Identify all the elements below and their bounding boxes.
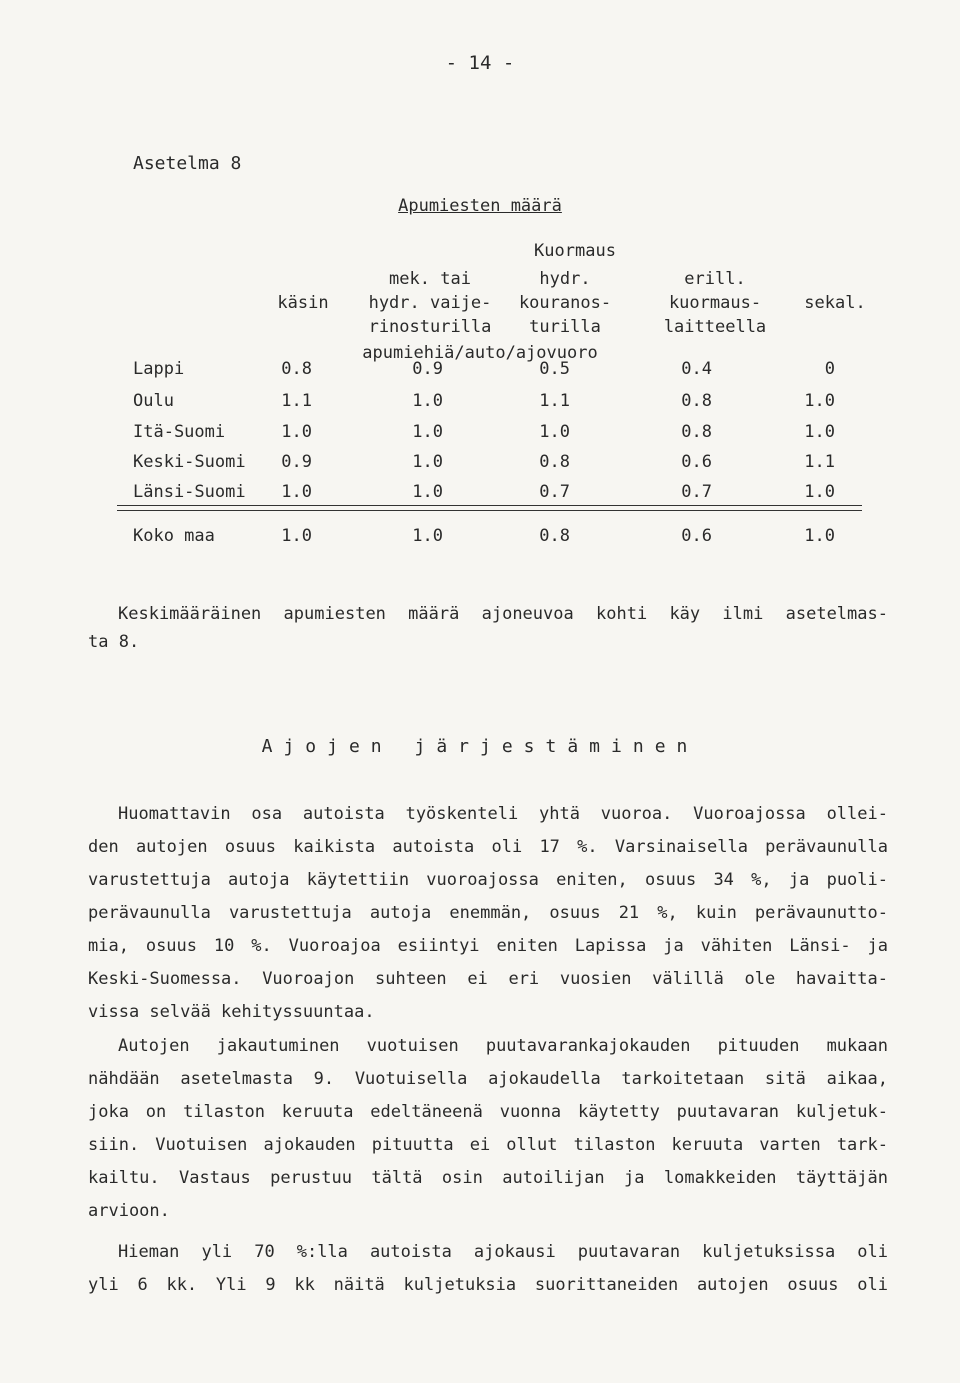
column-group-header: Kuormaus [534,241,616,261]
paragraph-line: siin. Vuotuisen ajokauden pituutta ei ollut tilaston keruuta varten tark- [88,1135,888,1155]
paragraph-line: kailtu. Vastaus perustuu tältä osin autoilijan ja lomakkeiden täyttäjän [88,1168,888,1188]
column-header-line: laitteella [663,317,767,337]
table-cell: 1.0 [281,526,312,546]
paragraph-line: yli 6 kk. Yli 9 kk näitä kuljetuksia suorittaneiden autojen osuus oli [88,1275,888,1295]
table-cell: 0 [824,359,835,379]
table-rule [117,505,862,506]
paragraph-line: nähdään asetelmasta 9. Vuotuisella ajokaudella tarkoitetaan sitä aikaa, [88,1069,888,1089]
table-cell: 0.7 [539,482,570,502]
paragraph-line: Keski-Suomessa. Vuoroajon suhteen ei eri vuosien välillä ole havaitta- [88,969,888,989]
table-cell: 0.6 [681,452,712,472]
unit-label: apumiehiä/auto/ajovuoro [362,343,598,363]
table-cell: 1.0 [804,482,835,502]
table-cell: 1.1 [539,391,570,411]
column-header-line: hydr. vaije- [368,293,492,313]
row-region: Oulu [133,391,174,411]
column-header-line: hydr. [539,269,591,289]
column-header-erill [650,267,780,339]
paragraph-line: varustettuja autoja käytettiin vuoroajossa eniten, osuus 34 %, ja puoli- [88,870,888,890]
table-caption-text: Apumiesten määrä [398,196,562,216]
column-header-line: kouranos- [518,293,612,313]
table-label: Asetelma 8 [133,153,242,174]
table-cell: 1.0 [412,422,443,442]
column-header-line: käsin [277,293,329,313]
table-cell: 1.0 [412,391,443,411]
paragraph-line: joka on tilaston keruuta edeltäneenä vuonna käytetty puutavaran kuljetuk- [88,1102,888,1122]
row-region: Keski-Suomi [133,452,246,472]
paragraph-line: Autojen jakautuminen vuotuisen puutavarankajokauden pituuden mukaan [118,1036,888,1056]
paragraph [88,626,888,659]
column-header-line: rinosturilla [368,317,492,337]
column-header-sekal [790,267,880,315]
table-cell: 0.9 [281,452,312,472]
paragraph [88,1195,888,1228]
column-header-line [790,267,880,291]
table-cell: 1.0 [281,422,312,442]
table-cell: 0.4 [681,359,712,379]
table-cell: 1.0 [804,526,835,546]
table-cell: 1.0 [412,482,443,502]
page-number: - 14 - [445,52,515,74]
table-cell: 1.1 [281,391,312,411]
table-rule [117,510,862,511]
paragraph-line: Hieman yli 70 %:lla autoista ajokausi puutavaran kuljetuksissa oli [118,1242,888,1262]
paragraph [88,1236,888,1302]
table-cell: 1.0 [804,391,835,411]
paragraph-line: mia, osuus 10 %. Vuoroajoa esiintyi eniten Lapissa ja vähiten Länsi- ja [88,936,888,956]
column-header-line: sekal. [804,293,866,313]
paragraph [88,996,888,1029]
table-cell: 0.5 [539,359,570,379]
paragraph-line: den autojen osuus kaikista autoista oli 17 %. Varsinaisella perävaunulla [88,837,888,857]
table-cell: 1.0 [412,452,443,472]
table-cell: 1.0 [412,526,443,546]
table-cell: 0.9 [412,359,443,379]
paragraph-line: vissa selvää kehityssuuntaa. [88,1002,375,1022]
paragraph-line: ta 8. [88,632,140,652]
table-cell: 1.0 [539,422,570,442]
column-header-mek [355,267,505,339]
paragraph-line: arvioon. [88,1201,170,1221]
row-region: Koko maa [133,526,215,546]
paragraph-line: Keskimääräinen apumiesten määrä ajoneuvoa kohti käy ilmi asetelmas- [118,604,888,624]
row-region: Länsi-Suomi [133,482,246,502]
column-header-hydr [500,267,630,339]
table-cell: 0.8 [539,526,570,546]
table-cell: 0.8 [681,422,712,442]
table-cell: 1.1 [804,452,835,472]
table-caption [0,196,960,216]
table-cell: 0.8 [681,391,712,411]
section-heading: Ajojen järjestäminen [261,736,699,757]
paragraph-line: Huomattavin osa autoista työskenteli yhtä vuoroa. Vuoroajossa ollei- [118,804,888,824]
table-cell: 1.0 [281,482,312,502]
paragraph-line: perävaunulla varustettuja autoja enemmän, osuus 21 %, kuin perävaunutto- [88,903,888,923]
column-header-line: erill. [684,269,746,289]
table-cell: 0.6 [681,526,712,546]
table-cell: 0.8 [539,452,570,472]
row-region: Lappi [133,359,185,379]
paragraph [88,1030,888,1195]
column-header-line [258,267,348,291]
table-cell: 1.0 [804,422,835,442]
paragraph [88,798,888,996]
column-header-line: kuormaus- [668,293,762,313]
column-header-line: mek. tai [389,269,471,289]
column-header-kasin [258,267,348,315]
table-cell: 0.7 [681,482,712,502]
table-cell: 0.8 [281,359,312,379]
column-header-line: turilla [529,317,601,337]
row-region: Itä-Suomi [133,422,226,442]
